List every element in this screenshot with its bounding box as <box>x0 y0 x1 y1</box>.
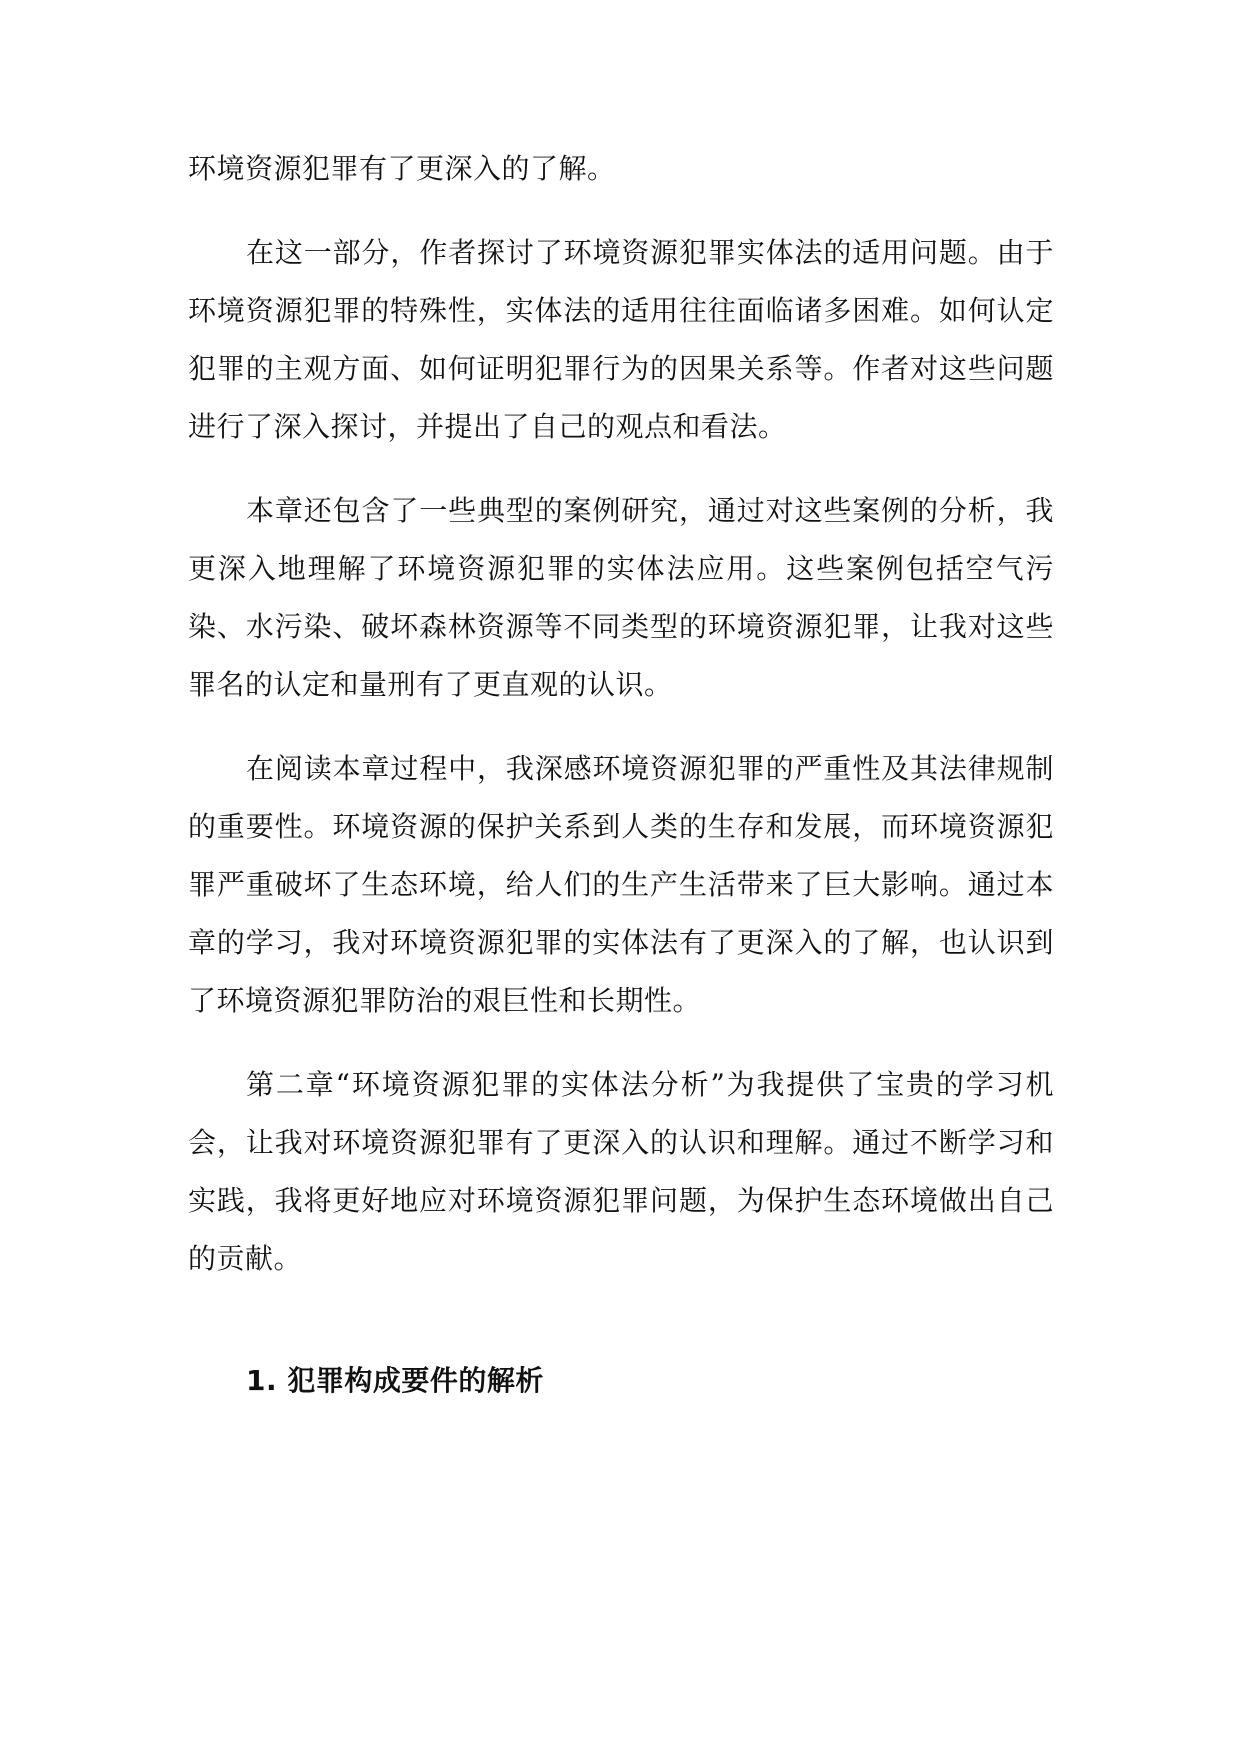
document-body <box>188 140 1054 1410</box>
paragraph-continuation: 环境资源犯罪有了更深入的了解。 <box>188 152 616 185</box>
paragraph-substantive-law-application: 在这一部分，作者探讨了环境资源犯罪实体法的适用问题。由于环境资源犯罪的特殊性，实体法的适用往往面临诸多困难。如何认定犯罪的主观方面、如何证明犯罪行为的因果关系等。作者对这些问题进行了深入探讨，并提出了自己的观点和看法。 <box>188 236 1054 443</box>
section-heading: 1. 犯罪构成要件的解析 <box>246 1364 544 1397</box>
paragraph-case-studies: 本章还包含了一些典型的案例研究，通过对这些案例的分析，我更深入地理解了环境资源犯罪的实体法应用。这些案例包括空气污染、水污染、破坏森林资源等不同类型的环境资源犯罪，让我对这些罪名的认定和量刑有了更直观的认识。 <box>188 494 1054 701</box>
paragraph-reading-reflection: 在阅读本章过程中，我深感环境资源犯罪的严重性及其法律规制的重要性。环境资源的保护关系到人类的生存和发展，而环境资源犯罪严重破坏了生态环境，给人们的生产生活带来了巨大影响。通过本章的学习，我对环境资源犯罪的实体法有了更深入的了解，也认识到了环境资源犯罪防治的艰巨性和长期性。 <box>188 752 1054 1017</box>
paragraph-chapter-summary: 第二章“环境资源犯罪的实体法分析”为我提供了宝贵的学习机会，让我对环境资源犯罪有了更深入的认识和理解。通过不断学习和实践，我将更好地应对环境资源犯罪问题，为保护生态环境做出自己的贡献。 <box>188 1068 1054 1275</box>
